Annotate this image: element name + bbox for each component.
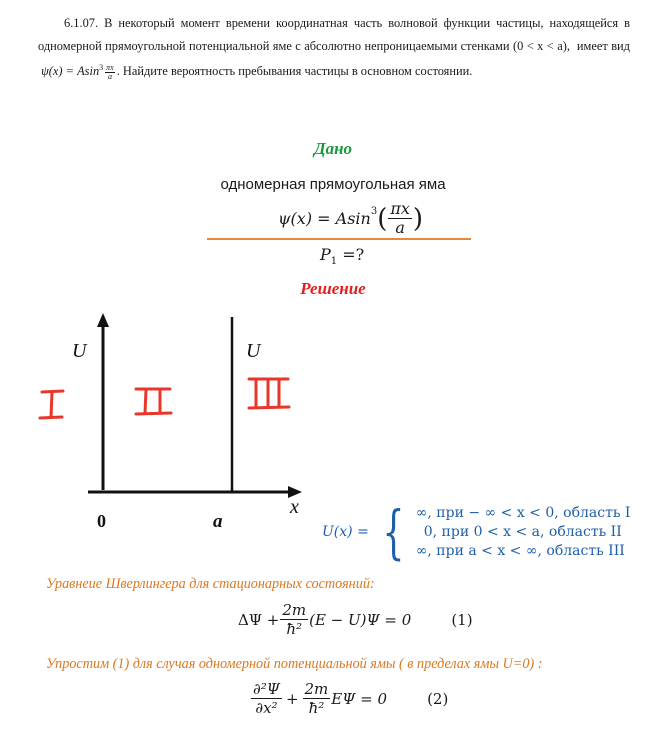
problem-statement [38, 12, 630, 83]
note-schrodinger: Уравнеие Шверлингера для стационарных состояний: [46, 576, 375, 592]
potential-cases [416, 504, 631, 561]
eq2-plus: + [285, 689, 299, 708]
eq2-frac1-num: ∂²Ψ [253, 680, 280, 698]
problem-text-1: В некоторый момент времени координатная часть волновой функции частицы, находящейся в одномерной прямоугольной потенциальной яме с абсолютно непроницаемыми стенками [38, 16, 630, 53]
problem-psi-fraction [105, 64, 115, 81]
problem-text-3: . Найдите вероятность пребывания частицы в основном состоянии. [116, 64, 473, 79]
region-3-mark [249, 379, 289, 408]
potential-case-2: 0, при 0 < x < a, область II [423, 523, 622, 540]
given-psi-frac-den: a [395, 218, 405, 237]
potential-lhs: U(x) = [322, 524, 369, 540]
eq2-frac1-den: ∂x² [255, 699, 278, 717]
given-heading: Дано [313, 139, 353, 158]
equation-2 [250, 680, 448, 717]
problem-psi-frac-num: πx [106, 62, 114, 72]
a-label: a [213, 511, 223, 532]
find-lhs: P [320, 245, 331, 264]
given-line: одномерная прямоугольная яма [220, 176, 446, 193]
region-1-mark [40, 391, 63, 418]
potential-case-1: ∞, при − ∞ < x < 0, область I [415, 504, 631, 521]
zero-label: 0 [97, 511, 106, 531]
problem-condition: (0 < x < a), [512, 38, 570, 53]
u-left-label: U [72, 340, 87, 362]
problem-psi-frac-den: a [107, 71, 112, 81]
left-brace-icon: { [382, 498, 405, 566]
given-psi-fraction [388, 200, 412, 237]
problem-number: 6.1.07. [64, 16, 99, 30]
right-paren: ) [412, 203, 424, 234]
region-2-mark [136, 389, 171, 414]
find-rhs: =? [337, 245, 365, 264]
eq1-label: (1) [451, 610, 473, 629]
potential-case-3: ∞, при a < x < ∞, область III [415, 542, 625, 559]
eq1-rhs: (E − U)Ψ = 0 [309, 610, 412, 629]
eq1-frac-num: 2m [282, 601, 307, 619]
problem-psi: ψ(x) = Asin [41, 64, 100, 79]
eq2-fraction-1 [251, 680, 282, 717]
find-sub: 1 [330, 256, 338, 268]
eq2-frac2-den: ħ² [308, 699, 325, 717]
left-paren: ( [377, 203, 388, 234]
given-psi-formula [278, 200, 423, 237]
given-divider [207, 238, 471, 240]
eq1-lhs: ΔΨ + [238, 610, 280, 629]
u-right-label: U [246, 340, 261, 362]
solution-heading: Решение [300, 279, 366, 298]
eq2-frac2-num: 2m [304, 680, 329, 698]
eq1-frac-den: ħ² [286, 620, 303, 638]
equation-1 [238, 601, 473, 638]
note-simplify: Упростим (1) для случая одномерной потенциальной ямы ( в пределах ямы U=0) : [46, 656, 543, 672]
y-axis-arrow-icon [97, 313, 109, 327]
problem-text-2: имеет вид [576, 38, 630, 53]
find-formula [320, 245, 364, 267]
eq2-rhs: EΨ = 0 [331, 689, 388, 708]
potential-well-diagram [0, 305, 666, 535]
potential-definition [322, 498, 631, 566]
x-axis-label: x [290, 496, 299, 518]
given-psi-lhs: ψ(x) = Asin [278, 209, 371, 228]
problem-psi-power: 3 [99, 63, 104, 72]
eq2-label: (2) [427, 689, 449, 708]
eq2-fraction-2 [303, 680, 331, 717]
eq1-fraction [280, 601, 308, 638]
given-psi-frac-num: πx [390, 199, 410, 218]
given-psi-power: 3 [370, 206, 378, 217]
